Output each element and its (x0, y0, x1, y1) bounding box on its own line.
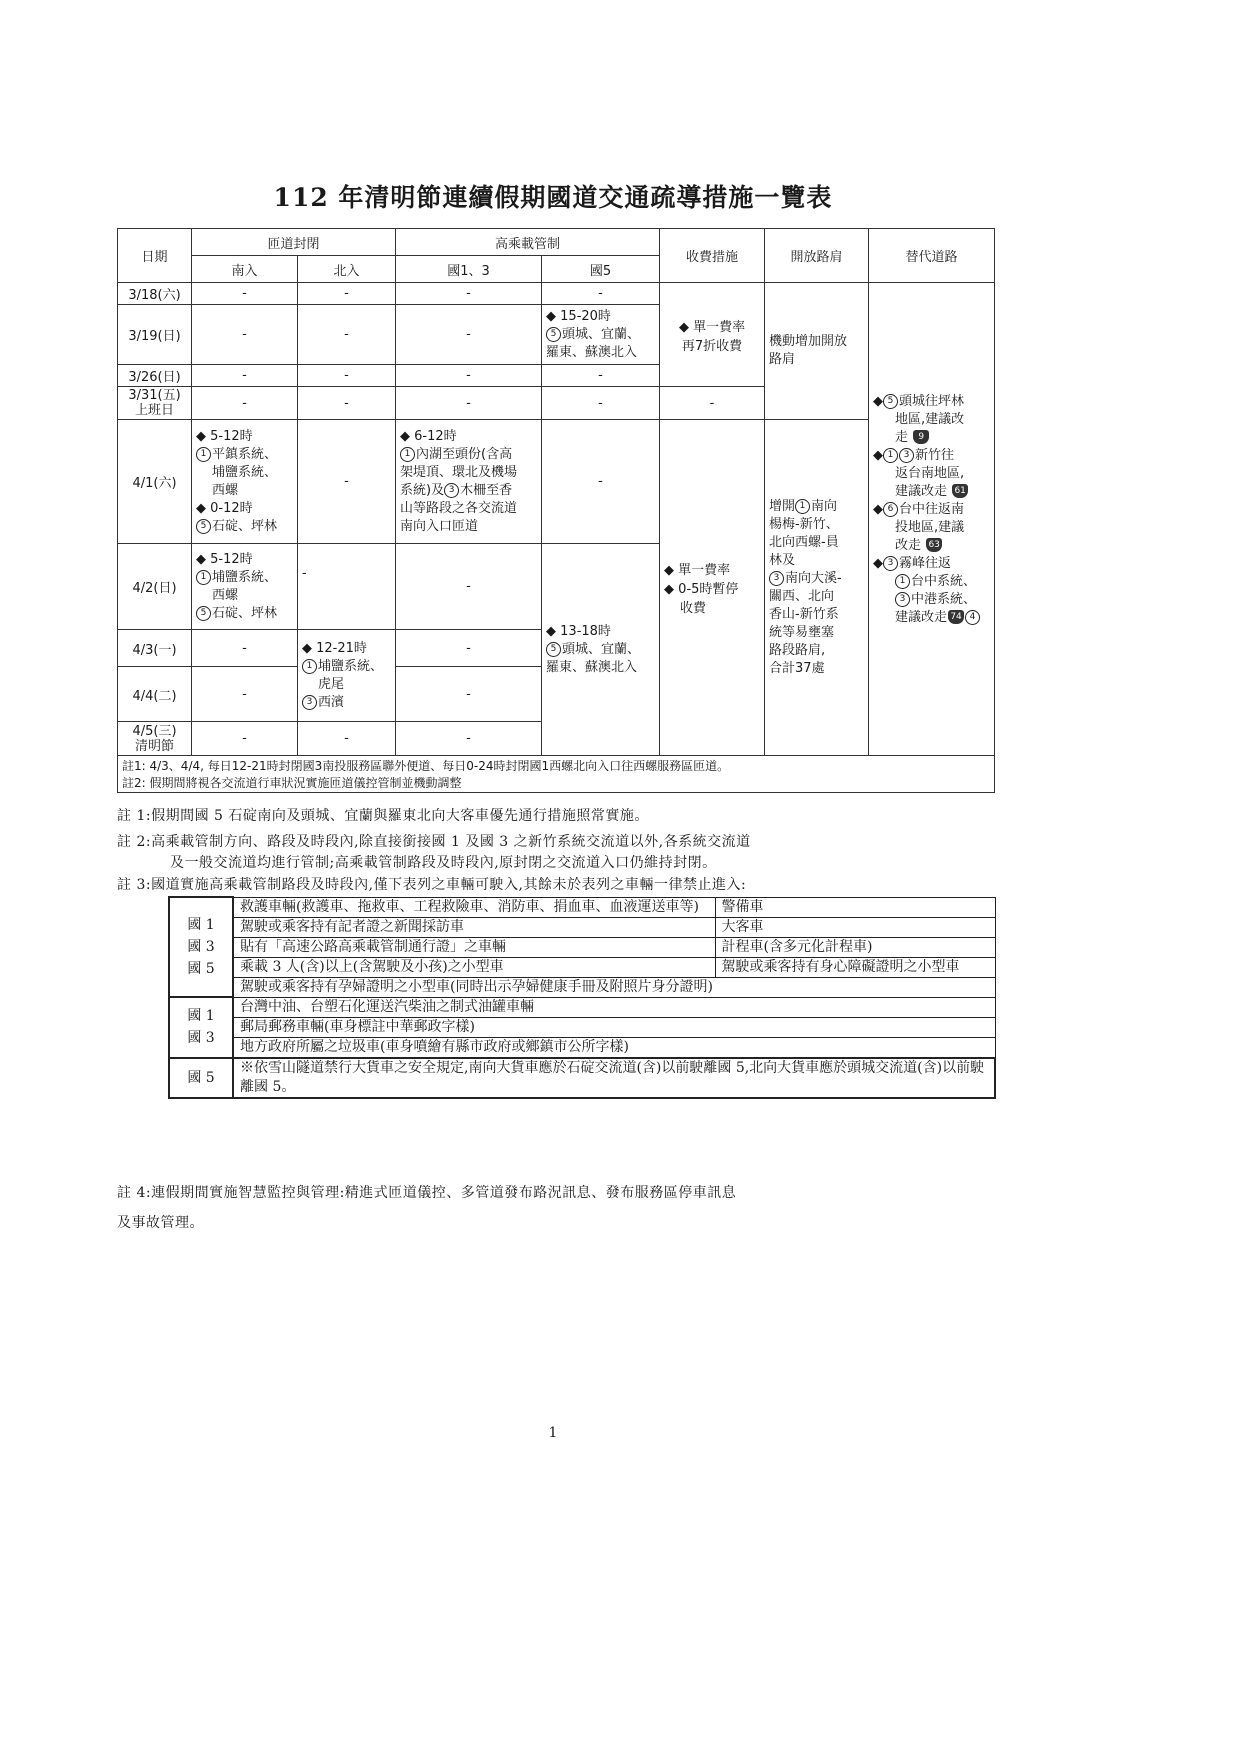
toll-a-line: 單一費率 (693, 319, 746, 335)
vt-cell: 貼有「高速公路高乘載管制通行證」之車輛 (233, 937, 715, 957)
dash-cell: - (192, 722, 298, 756)
vt-label-n135: 國 1 國 3 國 5 (169, 897, 233, 997)
header-n5: 國5 (542, 256, 660, 283)
toll-cell-a: ◆ 單一費率 再7折收費 (660, 283, 765, 387)
dash-cell: - (298, 544, 396, 630)
header-ramp-closure: 匝道封閉 (192, 229, 396, 256)
dash-cell: - (192, 387, 298, 420)
vt-cell: 台灣中油、台塑石化運送汽柴油之制式油罐車輛 (233, 997, 995, 1017)
dash-cell: - (298, 722, 396, 756)
vt-label-n13: 國 1 國 3 (169, 997, 233, 1058)
date-cell: 4/3(一) (118, 630, 192, 667)
dash-cell: - (396, 544, 542, 630)
vt-cell: 駕駛或乘客持有記者證之新聞採訪車 (233, 917, 715, 937)
route-5-icon: 5 (196, 519, 211, 534)
dash-cell: - (192, 305, 298, 365)
route-3-icon: 3 (302, 695, 317, 710)
dash-cell: - (192, 283, 298, 305)
south-cell-41: ◆ 5-12時 1 平鎮系統、 埔鹽系統、 西螺 ◆ 0-12時 5 石碇、坪林 (192, 420, 298, 544)
vt-cell: 駕駛或乘客持有身心障礙證明之小型車 (715, 957, 995, 977)
vt-cell: 駕駛或乘客持有孕婦證明之小型車(同時出示孕婦健康手冊及附照片身分證明) (233, 977, 995, 997)
note-2-cont: 及一般交流道均進行管制;高乘載管制路段及時段內,原封閉之交流道入口仍維持封閉。 (170, 855, 717, 871)
note-4: 註 4:連假期間實施智慧監控與管理:精進式匝道儀控、多管道發布路況訊息、發布服務區停車訊息 (117, 1185, 737, 1201)
vt-cell: 地方政府所屬之垃圾車(車身噴繪有縣市政府或鄉鎮市公所字樣) (233, 1037, 995, 1058)
date-cell: 4/2(日) (118, 544, 192, 630)
header-hov: 高乘載管制 (396, 229, 660, 256)
route-4-icon: 4 (965, 610, 980, 625)
footnote: 註1: 4/3、4/4, 每日12-21時封閉國3南投服務區聯外便道、每日0-24時封閉國1西螺北向入口往西螺服務區匝道。 (122, 759, 730, 773)
vt-cell: 計程車(含多元化計程車) (715, 937, 995, 957)
dash-cell: - (298, 420, 396, 544)
header-alt-route: 替代道路 (869, 229, 995, 283)
dash-cell: - (192, 365, 298, 387)
dash-cell: - (192, 630, 298, 667)
dash-cell: - (542, 283, 660, 305)
route-5-icon: 5 (546, 642, 561, 657)
note-3: 註 3:國道實施高乘載管制路段及時段內,僅下表列之車輛可駛入,其餘未於表列之車輛一律禁止進入: (117, 877, 747, 893)
hov13-cell-41: ◆ 6-12時 1 內湖至頭份(含高 架堤頂、環北及機場 系統)及 3 木柵至香 山等路段之各交流道 南向入口匝道 (396, 420, 542, 544)
vt-cell: 救護車輛(救護車、拖救車、工程救險車、消防車、捐血車、血液運送車等) (233, 897, 715, 917)
hov5-blank (542, 544, 660, 630)
route-5-icon: 5 (883, 394, 898, 409)
route-5-icon: 5 (546, 327, 561, 342)
date-cell: 4/5(三) 清明節 (118, 722, 192, 756)
dash-cell: - (660, 387, 765, 420)
header-n13: 國1、3 (396, 256, 542, 283)
note-1: 註 1:假期間國 5 石碇南向及頭城、宜蘭與羅東北向大客車優先通行措施照常實施。 (117, 808, 649, 824)
page-number: 1 (548, 1425, 558, 1441)
note-4-cont: 及事故管理。 (117, 1215, 204, 1231)
date-cell: 3/31(五) 上班日 (118, 387, 192, 420)
south-cell-42: ◆ 5-12時 1 埔鹽系統、 西螺 5 石碇、坪林 (192, 544, 298, 630)
vehicle-table (168, 896, 996, 1099)
date-cell: 4/4(二) (118, 667, 192, 722)
route-9-icon: 9 (913, 430, 929, 444)
dash-cell: - (298, 283, 396, 305)
dash-cell: - (396, 387, 542, 420)
vt-cell: 乘載 3 人(含)以上(含駕駛及小孩)之小型車 (233, 957, 715, 977)
shoulder-cell-b: 增開 1 南向 楊梅-新竹、 北向西螺-員 林及 3 南向大溪- 關西、北向 香山-新竹系 統等易壅塞 路段路肩, 合計37處 (765, 420, 869, 756)
route-3-icon: 3 (769, 571, 784, 586)
dash-cell: - (298, 305, 396, 365)
dash-cell: - (542, 365, 660, 387)
page-title: 112 年清明節連續假期國道交通疏導措施一覽表 (273, 183, 833, 212)
date-cell: 4/1(六) (118, 420, 192, 544)
route-63-icon: 63 (926, 538, 942, 552)
route-3-icon: 3 (444, 483, 459, 498)
shoulder-a-line: 路肩 (769, 352, 796, 367)
alt-route-cell: ◆ 5 頭城往坪林 地區,建議改 走 9 ◆ 1 3 新竹往 返台南地區, 建議改走 61 ◆ 6 台中往返南 投地區,建議 改走 63 ◆ 3 霧峰往返 1 台中系統、 3 中港系統、 建議改走 74 4 (869, 420, 995, 756)
route-1-icon: 1 (895, 574, 910, 589)
route-74-icon: 74 (948, 610, 964, 624)
route-1-icon: 1 (883, 448, 898, 463)
shoulder-cell-a (765, 283, 869, 420)
route-5-icon: 5 (196, 606, 211, 621)
route-6-icon: 6 (883, 502, 898, 517)
table-footnotes (118, 756, 995, 793)
north-cell-43: ◆ 12-21時 1 埔鹽系統、 虎尾 3 西濱 (298, 630, 396, 722)
route-3-icon: 3 (895, 592, 910, 607)
measures-table (117, 228, 995, 793)
shoulder-a-line: 機動增加開放 (769, 334, 848, 349)
header-date: 日期 (118, 229, 192, 283)
route-61-icon: 61 (952, 484, 968, 498)
dash-cell: - (298, 365, 396, 387)
dash-cell: - (542, 387, 660, 420)
vt-cell: 大客車 (715, 917, 995, 937)
dash-cell: - (396, 283, 542, 305)
vt-label-n5: 國 5 (169, 1058, 233, 1098)
header-toll: 收費措施 (660, 229, 765, 283)
vt-cell: 警備車 (715, 897, 995, 917)
header-north: 北入 (298, 256, 396, 283)
dash-cell: - (396, 667, 542, 722)
date-cell: 3/19(日) (118, 305, 192, 365)
hov5-cell-43: ◆ 13-18時 5 頭城、宜蘭、 羅東、蘇澳北入 (542, 630, 660, 756)
route-1-icon: 1 (400, 447, 415, 462)
header-shoulder: 開放路肩 (765, 229, 869, 283)
hov5-cell-319: ◆ 15-20時 5 頭城、宜蘭、 羅東、蘇澳北入 (542, 305, 660, 365)
date-cell: 3/26(日) (118, 365, 192, 387)
route-1-icon: 1 (196, 570, 211, 585)
dash-cell: - (396, 630, 542, 667)
dash-cell: - (396, 365, 542, 387)
vt-cell: 郵局郵務車輛(車身標註中華郵政字樣) (233, 1017, 995, 1037)
route-3-icon: 3 (899, 448, 914, 463)
route-1-icon: 1 (196, 447, 211, 462)
date-cell: 3/18(六) (118, 283, 192, 305)
note-2: 註 2:高乘載管制方向、路段及時段內,除直接銜接國 1 及國 3 之新竹系統交流道以外,各系統交流道 (117, 834, 751, 850)
footnote: 註2: 假期間將視各交流道行車狀況實施匝道儀控管制並機動調整 (122, 776, 462, 790)
vt-cell: ※依雪山隧道禁行大貨車之安全規定,南向大貨車應於石碇交流道(含)以前駛離國 5,北向大貨車應於頭城交流道(含)以前駛離國 5。 (233, 1058, 995, 1098)
dash-cell: - (396, 722, 542, 756)
dash-cell: - (192, 667, 298, 722)
dash-cell: - (542, 420, 660, 544)
header-south: 南入 (192, 256, 298, 283)
route-1-icon: 1 (795, 499, 810, 514)
route-3-icon: 3 (883, 556, 898, 571)
route-1-icon: 1 (302, 659, 317, 674)
toll-cell-b: ◆ 單一費率 ◆ 0-5時暫停 收費 (660, 420, 765, 756)
toll-a-line: 再7折收費 (681, 338, 743, 354)
dash-cell: - (298, 387, 396, 420)
dash-cell: - (396, 305, 542, 365)
